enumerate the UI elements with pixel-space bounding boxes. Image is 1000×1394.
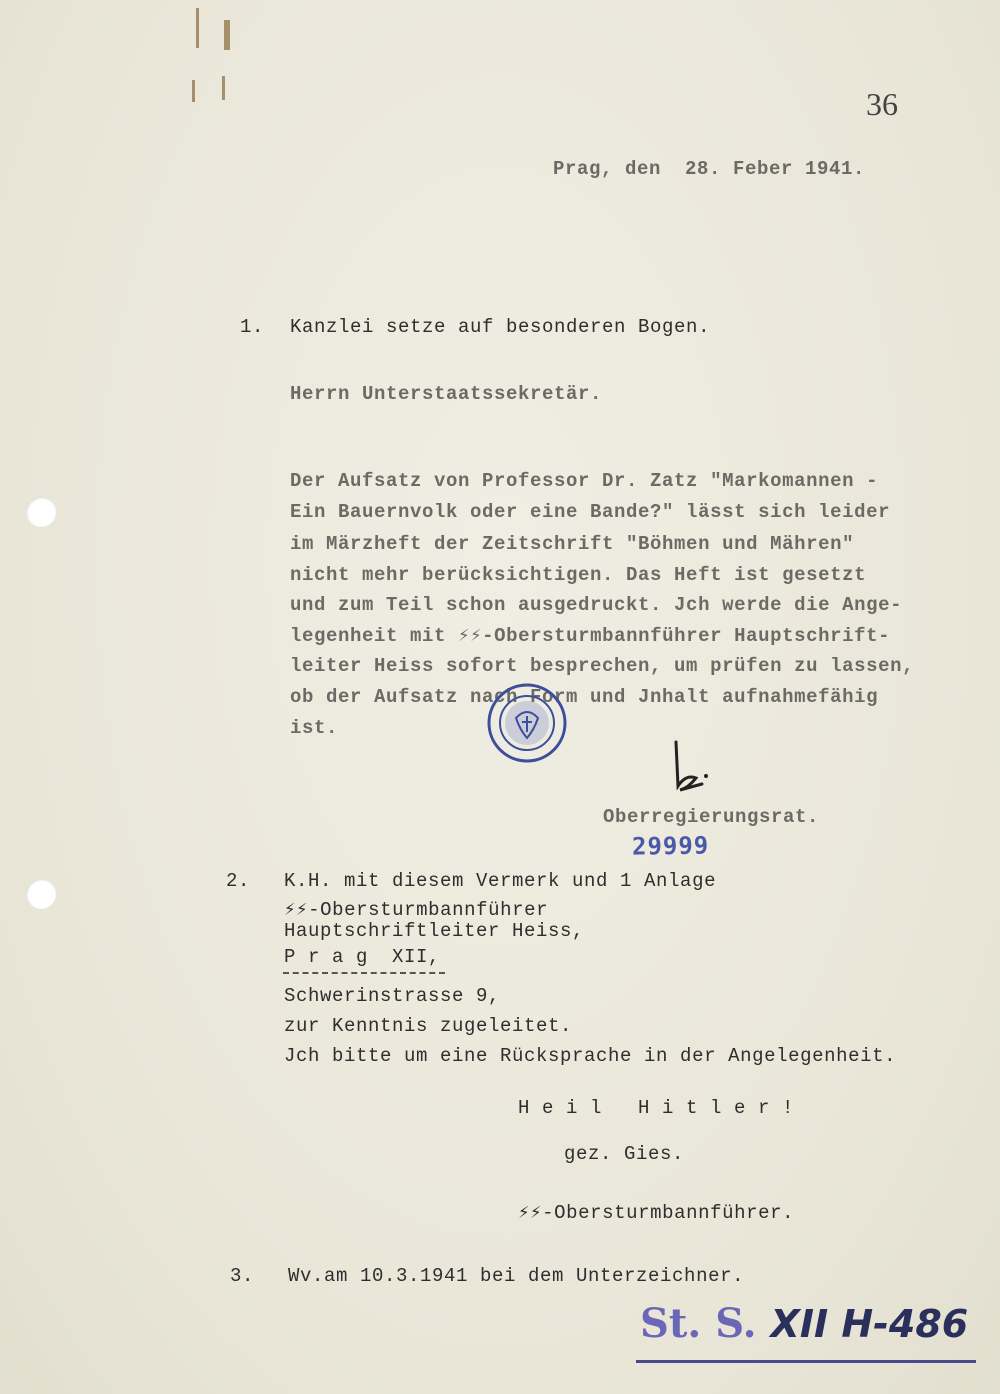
body-line: Der Aufsatz von Professor Dr. Zatz "Markomannen - bbox=[290, 470, 879, 492]
item2-line: Schwerinstrasse 9, bbox=[284, 985, 501, 1007]
page-number: 36 bbox=[866, 86, 898, 122]
item2-line: Jch bitte um eine Rücksprache in der Angelegenheit. bbox=[284, 1045, 897, 1067]
body-line: ist. bbox=[290, 717, 339, 739]
handwritten-initial-signature bbox=[662, 738, 718, 796]
body-line: ob der Aufsatz nach Form und Jnhalt aufnahmefähig bbox=[290, 686, 879, 708]
item1-number: 1. bbox=[240, 316, 265, 338]
archive-handwritten-number: XII H-486 bbox=[770, 1302, 969, 1346]
underline-separator bbox=[283, 972, 445, 974]
item3-text: Wv.am 10.3.1941 bei dem Unterzeichner. bbox=[288, 1265, 745, 1287]
staple-rust-mark bbox=[222, 76, 225, 100]
body-line: im Märzheft der Zeitschrift "Böhmen und Mähren" bbox=[290, 533, 855, 555]
archive-underline bbox=[636, 1360, 976, 1363]
item1-instruction: Kanzlei setze auf besonderen Bogen. bbox=[290, 316, 711, 338]
body-line: leiter Heiss sofort besprechen, um prüfen zu lassen, bbox=[290, 655, 915, 677]
archive-reference-stamp bbox=[640, 1300, 968, 1347]
body-line: und zum Teil schon ausgedruckt. Jch werde die Ange- bbox=[290, 594, 903, 616]
signer-rank: ⚡⚡-Obersturmbannführer. bbox=[518, 1202, 795, 1224]
staple-rust-mark bbox=[196, 8, 199, 48]
item2-line: ⚡⚡-Obersturmbannführer bbox=[284, 899, 549, 921]
staple-rust-mark bbox=[224, 20, 230, 50]
punch-hole bbox=[26, 879, 56, 909]
closing-greeting: H e i l H i t l e r ! bbox=[518, 1097, 795, 1119]
staple-rust-mark bbox=[192, 80, 195, 102]
item2-city: P r a g XII, bbox=[284, 946, 441, 968]
item2-line: Hauptschriftleiter Heiss, bbox=[284, 920, 585, 942]
blue-stamp-number: 29999 bbox=[631, 831, 710, 861]
punch-hole bbox=[26, 497, 56, 527]
signed-name: gez. Gies. bbox=[564, 1143, 685, 1165]
date-line: Prag, den 28. Feber 1941. bbox=[553, 158, 866, 180]
item2-line: zur Kenntnis zugeleitet. bbox=[284, 1015, 573, 1037]
item2-number: 2. bbox=[226, 870, 251, 892]
signature-title: Oberregierungsrat. bbox=[603, 806, 820, 828]
body-line: Ein Bauernvolk oder eine Bande?" lässt sich leider bbox=[290, 501, 891, 523]
salutation: Herrn Unterstaatssekretär. bbox=[290, 383, 603, 405]
archive-stamp-text: St. S. bbox=[640, 1300, 757, 1347]
item3-number: 3. bbox=[230, 1265, 255, 1287]
body-line: nicht mehr berücksichtigen. Das Heft ist gesetzt bbox=[290, 564, 867, 586]
item2-line: K.H. mit diesem Vermerk und 1 Anlage bbox=[284, 870, 717, 892]
body-line: legenheit mit ⚡⚡-Obersturmbannführer Hauptschrift- bbox=[290, 625, 891, 647]
official-seal-stamp bbox=[486, 682, 568, 764]
